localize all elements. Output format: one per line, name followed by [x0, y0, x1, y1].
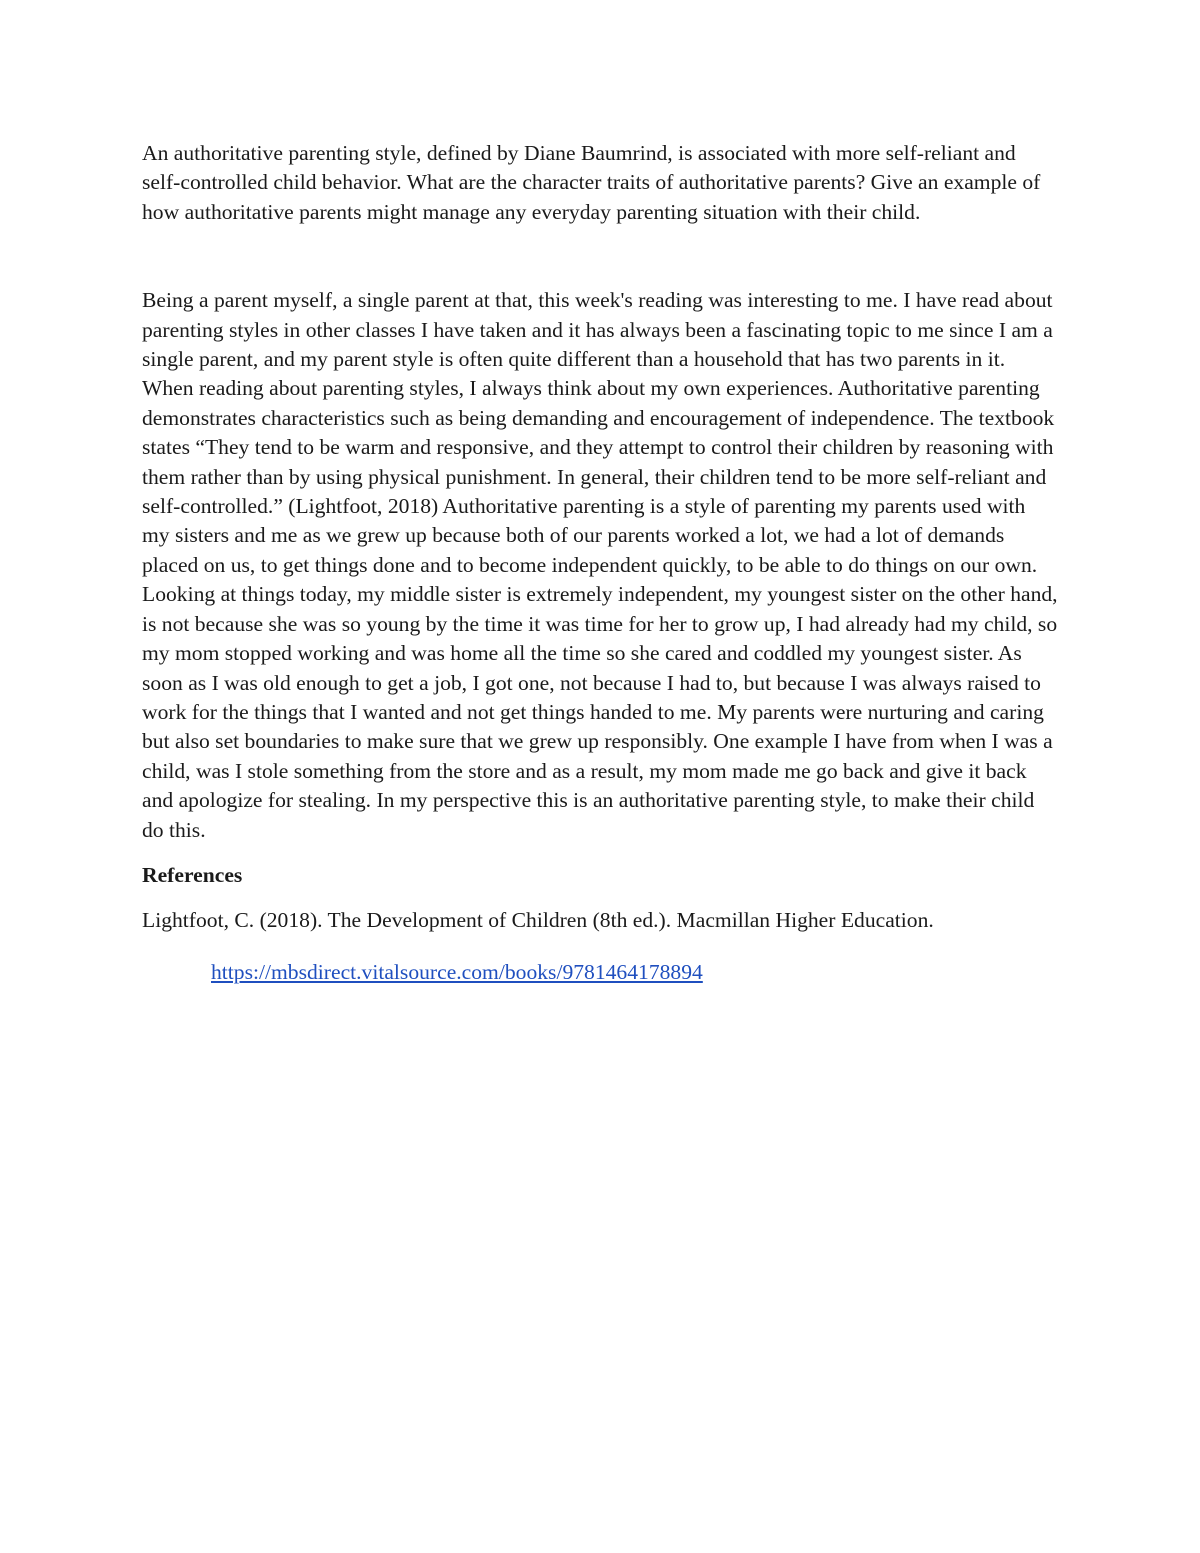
document-body	[142, 139, 1058, 987]
reference-url-link[interactable]: https://mbsdirect.vitalsource.com/books/9781464178894	[211, 959, 703, 984]
discussion-response: Being a parent myself, a single parent at that, this week's reading was interesting to me. I have read about parenting styles in other classes I have taken and it has always been a fascinating topic to me since I am a single parent, and my parent style is often quite different than a household that has two parents in it. When reading about parenting styles, I always think about my own experiences. Authoritative parenting demonstrates characteristics such as being demanding and encouragement of independence. The textbook states “They tend to be warm and responsive, and they attempt to control their children by reasoning with them rather than by using physical punishment. In general, their children tend to be more self-reliant and self-controlled.” (Lightfoot, 2018) Authoritative parenting is a style of parenting my parents used with my sisters and me as we grew up because both of our parents worked a lot, we had a lot of demands placed on us, to get things done and to become independent quickly, to be able to do things on our own. Looking at things today, my middle sister is extremely independent, my youngest sister on the other hand, is not because she was so young by the time it was time for her to grow up, I had already had my child, so my mom stopped working and was home all the time so she cared and coddled my youngest sister. As soon as I was old enough to get a job, I got one, not because I had to, but because I was always raised to work for the things that I wanted and not get things handed to me. My parents were nurturing and caring but also set boundaries to make sure that we grew up responsibly. One example I have from when I was a child, was I stole something from the store and as a result, my mom made me go back and give it back and apologize for stealing. In my perspective this is an authoritative parenting style, to make their child do this.	[142, 288, 1058, 842]
reference-citation: Lightfoot, C. (2018). The Development of Children (8th ed.). Macmillan Higher Education.	[142, 908, 934, 933]
discussion-prompt: An authoritative parenting style, defined by Diane Baumrind, is associated with more self-reliant and self-controlled child behavior. What are the character traits of authoritative parents? Give an example of how authoritative parents might manage any everyday parenting situation with their child.	[142, 141, 1041, 224]
references-heading: References	[142, 862, 243, 887]
